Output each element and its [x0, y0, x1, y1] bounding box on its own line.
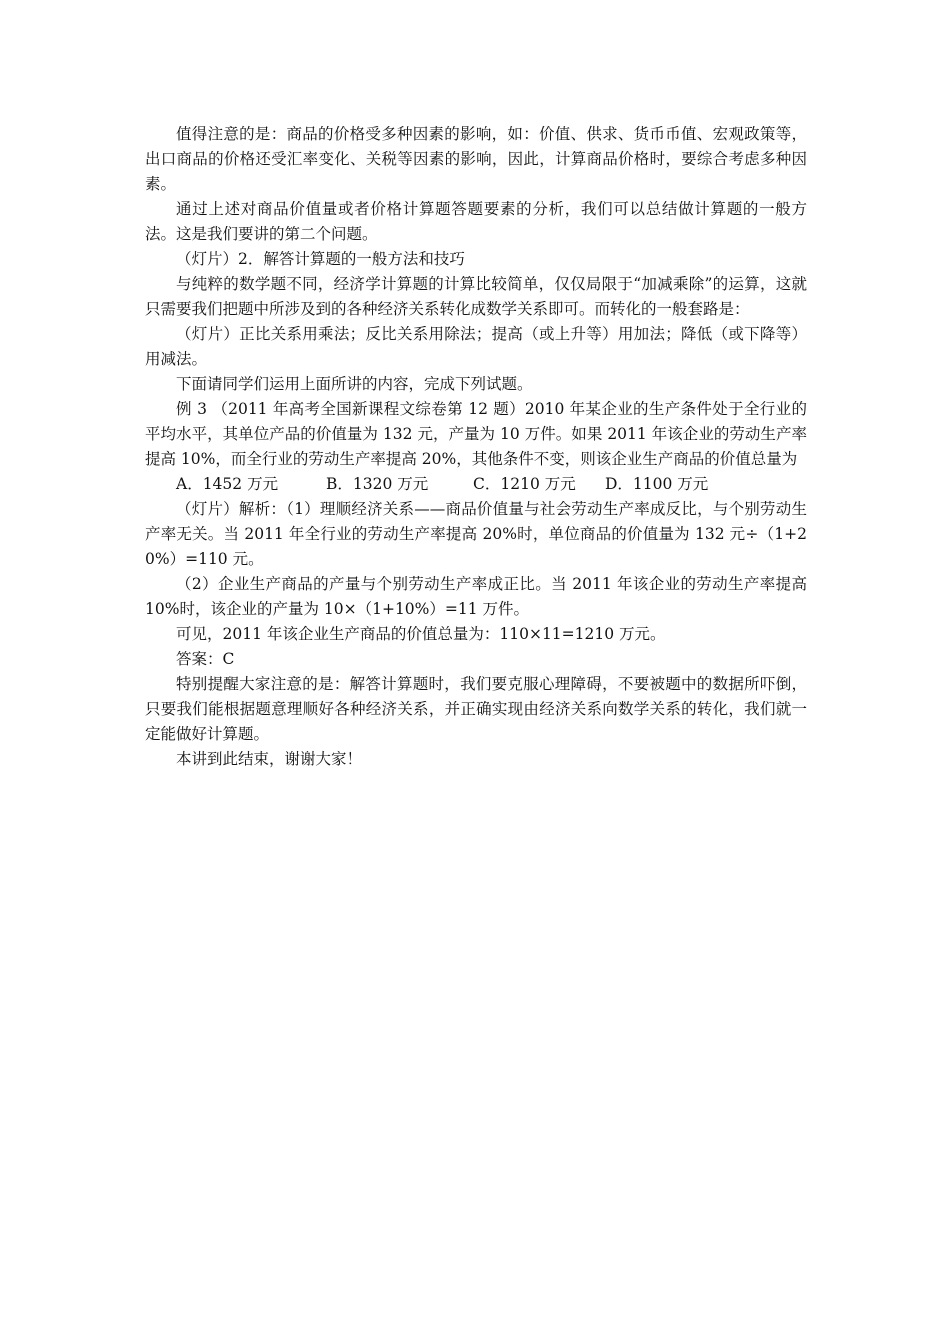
paragraph-reminder: 特别提醒大家注意的是：解答计算题时，我们要克服心理障碍，不要被题中的数据所吓倒，只要我们能根据题意理顺好各种经济关系，并正确实现由经济关系向数学关系的转化，我们就一定能做好计算题。 — [145, 675, 807, 743]
paragraph-analysis-2: （2）企业生产商品的产量与个别劳动生产率成正比。当 2011 年该企业的劳动生产率提高 10%时，该企业的产量为 10×（1+10%）=11 万件。 — [145, 575, 807, 618]
paragraph-conclusion: 可见，2011 年该企业生产商品的价值总量为：110×11=1210 万元。 — [176, 625, 666, 643]
paragraph-answer: 答案：C — [176, 650, 235, 668]
paragraph-slide-heading: （灯片）2．解答计算题的一般方法和技巧 — [176, 250, 465, 268]
option-a: A．1452 万元 — [176, 475, 279, 493]
paragraph-slide-rules: （灯片）正比关系用乘法；反比关系用除法；提高（或上升等）用加法；降低（或下降等）用减法。 — [145, 325, 807, 368]
paragraph-price-factors: 值得注意的是：商品的价格受多种因素的影响，如：价值、供求、货币币值、宏观政策等，出口商品的价格还受汇率变化、关税等因素的影响，因此，计算商品价格时，要综合考虑多种因素。 — [145, 125, 807, 193]
paragraph-analysis-1: （灯片）解析：（1）理顺经济关系——商品价值量与社会劳动生产率成反比，与个别劳动生产率无关。当 2011 年全行业的劳动生产率提高 20%时，单位商品的价值量为 132 元÷（1+20%）=110 元。 — [145, 500, 807, 568]
paragraph-exercise-intro: 下面请同学们运用上面所讲的内容，完成下列试题。 — [176, 375, 533, 393]
option-b: B．1320 万元 — [326, 475, 429, 493]
paragraph-math-vs-econ: 与纯粹的数学题不同，经济学计算题的计算比较简单，仅仅局限于“加减乘除”的运算，这就只需要我们把题中所涉及到的各种经济关系转化成数学关系即可。而转化的一般套路是： — [145, 275, 807, 318]
option-d: D．1100 万元 — [605, 475, 709, 493]
paragraph-closing: 本讲到此结束，谢谢大家！ — [176, 750, 363, 768]
option-c: C．1210 万元 — [473, 475, 576, 493]
document-page — [145, 122, 807, 772]
answer-options — [145, 472, 807, 497]
paragraph-example-3: 例 3 （2011 年高考全国新课程文综卷第 12 题）2010 年某企业的生产条件处于全行业的平均水平，其单位产品的价值量为 132 元，产量为 10 万件。如果 2011 年该企业的劳动生产率提高 10%，而全行业的劳动生产率提高 20%，其他条件不变，则该企业生产商品的价值总量为 — [145, 400, 807, 468]
paragraph-summary-method: 通过上述对商品价值量或者价格计算题答题要素的分析，我们可以总结做计算题的一般方法。这是我们要讲的第二个问题。 — [145, 200, 807, 243]
